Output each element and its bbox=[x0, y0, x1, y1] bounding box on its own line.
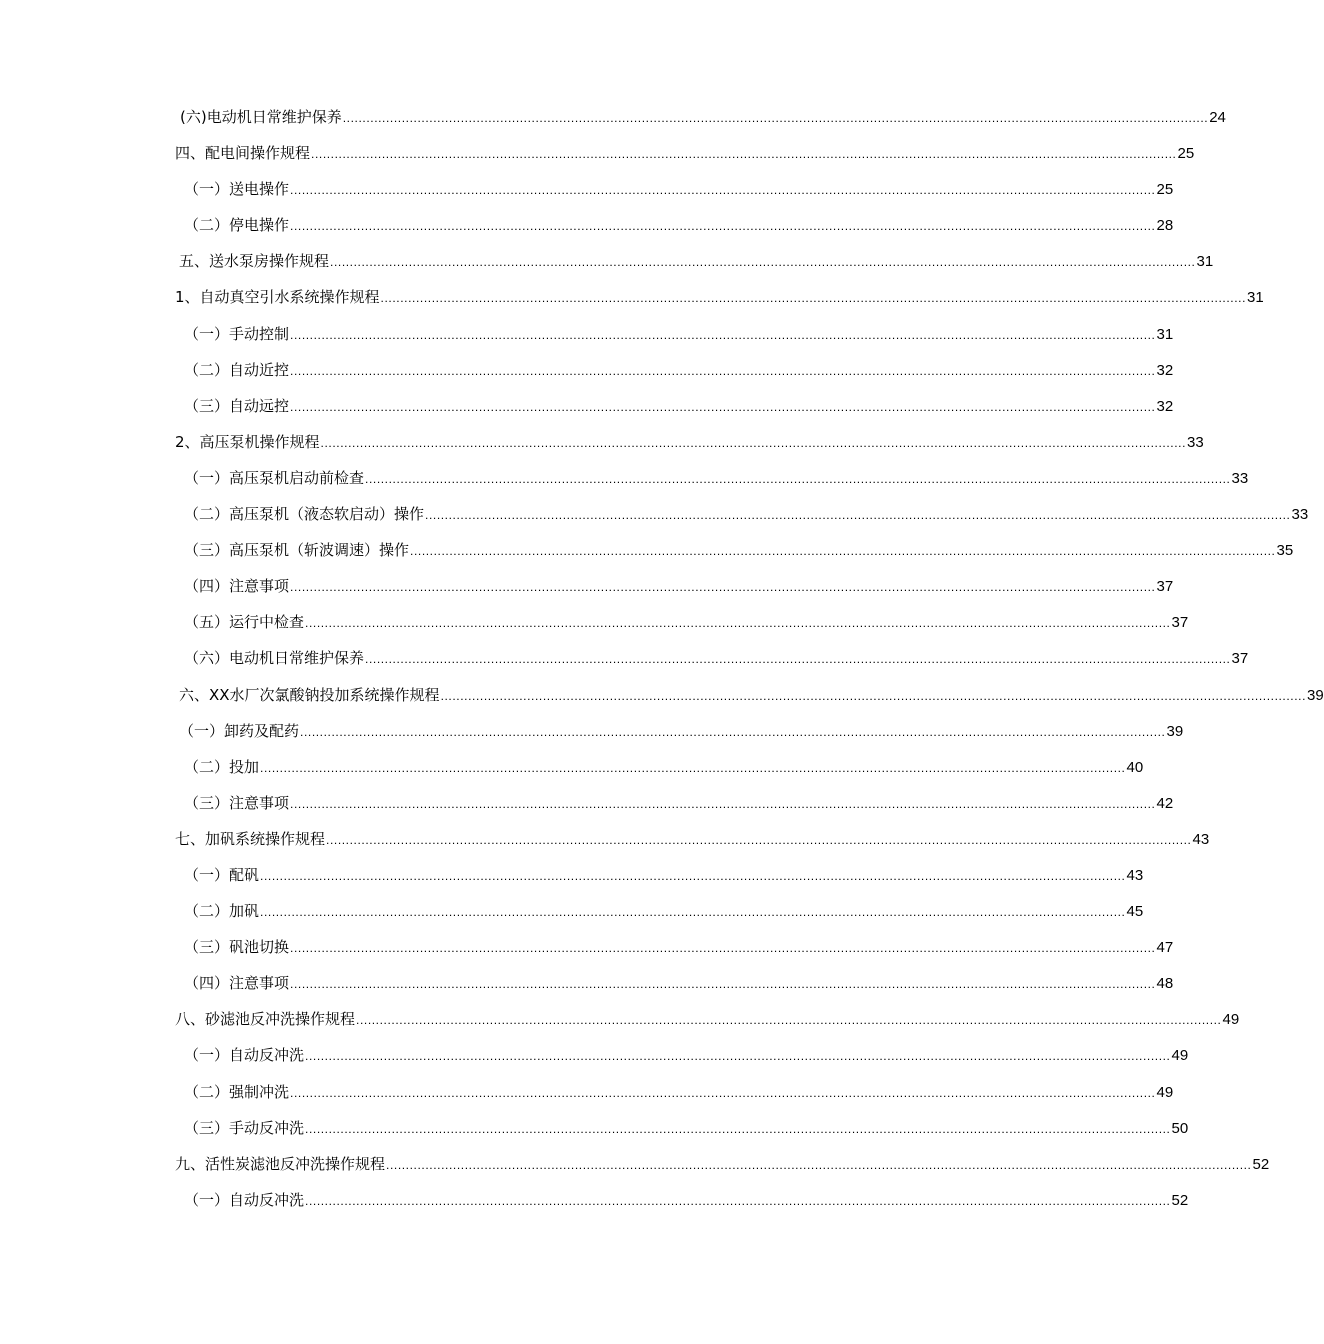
toc-entry-line bbox=[184, 532, 1294, 569]
toc-dot-leader: ............................................................................................................................................................................................................................ bbox=[425, 508, 1291, 523]
toc-entry-title: （四）注意事项 bbox=[184, 974, 290, 993]
toc-entry[interactable] bbox=[0, 1074, 1174, 1110]
toc-dot-leader: ............................................................................................................................................................................................................................ bbox=[260, 868, 1126, 883]
toc-entry-title: 八、砂滤池反冲洗操作规程 bbox=[175, 1010, 356, 1029]
toc-dot-leader: ............................................................................................................................................................................................................................ bbox=[290, 1085, 1156, 1100]
toc-entry-line bbox=[175, 135, 1195, 172]
toc-dot-leader: ............................................................................................................................................................................................................................ bbox=[342, 111, 1209, 125]
toc-entry-title: （三）自动远控 bbox=[184, 396, 290, 415]
toc-page-number: 39 bbox=[1307, 686, 1324, 704]
toc-entry[interactable] bbox=[0, 1001, 1240, 1037]
toc-dot-leader: ............................................................................................................................................................................................................................ bbox=[440, 688, 1307, 703]
toc-page-number: 37 bbox=[1171, 614, 1189, 632]
toc-page-number: 49 bbox=[1156, 1083, 1174, 1101]
toc-entry-title: (六)电动机日常维护保养 bbox=[180, 108, 342, 126]
toc-entry[interactable] bbox=[0, 677, 1324, 713]
toc-dot-leader: ............................................................................................................................................................................................................................ bbox=[290, 977, 1156, 992]
toc-entry-line bbox=[184, 604, 1189, 641]
toc-entry[interactable] bbox=[0, 1037, 1189, 1073]
toc-entry-title: 七、加矾系统操作规程 bbox=[175, 829, 326, 848]
toc-entry-title: （二）强制冲洗 bbox=[184, 1082, 290, 1101]
toc-entry[interactable] bbox=[0, 135, 1195, 171]
toc-entry-line bbox=[179, 677, 1324, 714]
toc-page-number: 28 bbox=[1156, 217, 1174, 235]
toc-entry[interactable] bbox=[0, 1146, 1270, 1182]
toc-entry[interactable] bbox=[0, 388, 1174, 424]
toc-dot-leader: ............................................................................................................................................................................................................................ bbox=[356, 1013, 1222, 1028]
toc-entry[interactable] bbox=[0, 99, 1226, 135]
toc-entry-line bbox=[184, 749, 1144, 786]
toc-page-number: 49 bbox=[1171, 1047, 1189, 1065]
toc-page-number: 33 bbox=[1291, 506, 1309, 524]
toc-entry[interactable] bbox=[0, 640, 1249, 676]
toc-entry-title: 1、自动真空引水系统操作规程 bbox=[175, 288, 380, 307]
toc-entry-line bbox=[175, 1146, 1270, 1183]
toc-page-number: 35 bbox=[1276, 542, 1294, 560]
toc-dot-leader: ............................................................................................................................................................................................................................ bbox=[326, 832, 1192, 847]
toc-entry-title: （三）矾池切换 bbox=[184, 938, 290, 957]
toc-page-number: 39 bbox=[1166, 722, 1184, 740]
toc-dot-leader: ............................................................................................................................................................................................................................ bbox=[290, 399, 1156, 414]
toc-page-number: 43 bbox=[1192, 830, 1210, 848]
toc-entry[interactable] bbox=[0, 316, 1174, 352]
toc-dot-leader: ............................................................................................................................................................................................................................ bbox=[311, 147, 1177, 162]
toc-entry-title: （五）运行中检查 bbox=[184, 613, 305, 632]
toc-page-number: 37 bbox=[1231, 650, 1249, 668]
toc-entry-title: （一）送电操作 bbox=[184, 180, 290, 199]
toc-dot-leader: ............................................................................................................................................................................................................................ bbox=[410, 544, 1276, 559]
toc-entry-title: （二）停电操作 bbox=[184, 216, 290, 235]
toc-page-number: 32 bbox=[1156, 397, 1174, 415]
toc-page-number: 33 bbox=[1231, 469, 1249, 487]
toc-entry[interactable] bbox=[0, 243, 1214, 279]
toc-entry-line bbox=[184, 352, 1174, 389]
toc-page-number: 50 bbox=[1171, 1119, 1189, 1137]
toc-entry-title: （二）自动近控 bbox=[184, 360, 290, 379]
table-of-contents bbox=[0, 99, 1324, 1218]
toc-entry-line bbox=[184, 1110, 1189, 1147]
toc-dot-leader: ............................................................................................................................................................................................................................ bbox=[260, 760, 1126, 775]
toc-page-number: 49 bbox=[1222, 1011, 1240, 1029]
toc-entry[interactable] bbox=[0, 532, 1294, 568]
toc-page-number: 48 bbox=[1156, 975, 1174, 993]
toc-page-number: 31 bbox=[1196, 253, 1214, 271]
toc-page-number: 37 bbox=[1156, 578, 1174, 596]
toc-dot-leader: ............................................................................................................................................................................................................................ bbox=[320, 435, 1187, 450]
toc-entry-line bbox=[184, 568, 1174, 605]
toc-entry[interactable] bbox=[0, 965, 1174, 1001]
toc-entry-line bbox=[175, 1001, 1240, 1038]
toc-entry[interactable] bbox=[0, 1110, 1189, 1146]
toc-dot-leader: ............................................................................................................................................................................................................................ bbox=[305, 1121, 1171, 1136]
toc-entry-title: 2、高压泵机操作规程 bbox=[175, 432, 320, 451]
toc-entry-line bbox=[184, 965, 1174, 1002]
toc-page-number: 52 bbox=[1252, 1155, 1270, 1173]
toc-entry-line bbox=[184, 640, 1249, 677]
toc-entry-title: 九、活性炭滤池反冲洗操作规程 bbox=[175, 1154, 386, 1173]
toc-entry-title: （一）自动反冲洗 bbox=[184, 1190, 305, 1209]
toc-dot-leader: ............................................................................................................................................................................................................................ bbox=[300, 724, 1166, 739]
toc-entry[interactable] bbox=[0, 279, 1264, 315]
toc-dot-leader: ............................................................................................................................................................................................................................ bbox=[305, 1049, 1171, 1064]
toc-entry-line bbox=[184, 1037, 1189, 1074]
toc-entry-title: （一）高压泵机启动前检查 bbox=[184, 468, 365, 487]
toc-entry-line bbox=[184, 785, 1174, 822]
toc-entry[interactable] bbox=[0, 929, 1174, 965]
toc-dot-leader: ............................................................................................................................................................................................................................ bbox=[330, 255, 1196, 270]
toc-entry-line bbox=[179, 713, 1184, 750]
toc-entry-line bbox=[184, 460, 1249, 497]
toc-dot-leader: ............................................................................................................................................................................................................................ bbox=[290, 183, 1156, 198]
toc-entry-title: （四）注意事项 bbox=[184, 577, 290, 596]
toc-entry-line bbox=[184, 857, 1144, 894]
toc-dot-leader: ............................................................................................................................................................................................................................ bbox=[365, 652, 1231, 667]
toc-entry[interactable] bbox=[0, 604, 1189, 640]
toc-dot-leader: ............................................................................................................................................................................................................................ bbox=[290, 941, 1156, 956]
toc-dot-leader: ............................................................................................................................................................................................................................ bbox=[365, 471, 1231, 486]
toc-page-number: 25 bbox=[1156, 181, 1174, 199]
toc-page-number: 32 bbox=[1156, 361, 1174, 379]
toc-page-number: 25 bbox=[1177, 145, 1195, 163]
toc-entry-line bbox=[184, 496, 1309, 533]
toc-entry-title: （三）注意事项 bbox=[184, 793, 290, 812]
toc-entry-title: （一）手动控制 bbox=[184, 324, 290, 343]
toc-entry[interactable] bbox=[0, 893, 1144, 929]
toc-page-number: 52 bbox=[1171, 1191, 1189, 1209]
toc-entry-title: （三）高压泵机（斩波调速）操作 bbox=[184, 541, 410, 560]
toc-dot-leader: ............................................................................................................................................................................................................................ bbox=[386, 1157, 1252, 1172]
toc-page-number: 47 bbox=[1156, 939, 1174, 957]
toc-entry-line bbox=[179, 243, 1214, 280]
toc-entry-title: （二）高压泵机（液态软启动）操作 bbox=[184, 505, 425, 524]
toc-entry-title: （二）加矾 bbox=[184, 902, 260, 921]
toc-entry-title: （一）卸药及配药 bbox=[179, 721, 300, 740]
toc-entry[interactable] bbox=[0, 568, 1174, 604]
toc-entry-title: 六、XX水厂次氯酸钠投加系统操作规程 bbox=[179, 685, 440, 704]
toc-entry-line bbox=[184, 388, 1174, 425]
toc-entry[interactable] bbox=[0, 857, 1144, 893]
toc-entry-line bbox=[184, 1074, 1174, 1111]
toc-entry[interactable] bbox=[0, 352, 1174, 388]
toc-dot-leader: ............................................................................................................................................................................................................................ bbox=[305, 1193, 1171, 1208]
toc-page-number: 33 bbox=[1187, 433, 1204, 451]
toc-dot-leader: ............................................................................................................................................................................................................................ bbox=[305, 616, 1171, 631]
toc-page-number: 40 bbox=[1126, 758, 1144, 776]
toc-entry-line bbox=[175, 424, 1204, 461]
toc-entry-line bbox=[184, 1182, 1189, 1219]
toc-page-number: 42 bbox=[1156, 794, 1174, 812]
toc-dot-leader: ............................................................................................................................................................................................................................ bbox=[290, 219, 1156, 234]
toc-page-number: 45 bbox=[1126, 903, 1144, 921]
toc-entry-line bbox=[184, 171, 1174, 208]
toc-dot-leader: ............................................................................................................................................................................................................................ bbox=[290, 796, 1156, 811]
toc-entry[interactable] bbox=[0, 171, 1174, 207]
toc-entry-line bbox=[184, 929, 1174, 966]
toc-entry[interactable] bbox=[0, 785, 1174, 821]
toc-entry[interactable] bbox=[0, 749, 1144, 785]
toc-entry[interactable] bbox=[0, 713, 1184, 749]
toc-entry-line bbox=[184, 207, 1174, 244]
toc-entry-line bbox=[175, 821, 1210, 858]
toc-page-number: 31 bbox=[1247, 289, 1264, 307]
toc-entry-title: （二）投加 bbox=[184, 757, 260, 776]
toc-entry-line bbox=[184, 893, 1144, 930]
toc-entry-title: （一）自动反冲洗 bbox=[184, 1046, 305, 1065]
toc-dot-leader: ............................................................................................................................................................................................................................ bbox=[290, 580, 1156, 595]
toc-page-number: 43 bbox=[1126, 866, 1144, 884]
toc-entry-title: （三）手动反冲洗 bbox=[184, 1118, 305, 1137]
toc-dot-leader: ............................................................................................................................................................................................................................ bbox=[260, 905, 1126, 920]
toc-entry-line bbox=[180, 99, 1226, 136]
toc-entry[interactable] bbox=[0, 496, 1309, 532]
toc-dot-leader: ............................................................................................................................................................................................................................ bbox=[380, 291, 1247, 306]
toc-entry-title: （一）配矾 bbox=[184, 865, 260, 884]
toc-entry-title: （六）电动机日常维护保养 bbox=[184, 649, 365, 668]
toc-entry[interactable] bbox=[0, 424, 1204, 460]
toc-entry-title: 五、送水泵房操作规程 bbox=[179, 252, 330, 271]
toc-dot-leader: ............................................................................................................................................................................................................................ bbox=[290, 327, 1156, 342]
toc-entry-title: 四、配电间操作规程 bbox=[175, 144, 311, 163]
toc-entry-line bbox=[175, 279, 1264, 316]
toc-entry[interactable] bbox=[0, 460, 1249, 496]
toc-page-number: 24 bbox=[1209, 109, 1226, 126]
toc-page-number: 31 bbox=[1156, 325, 1174, 343]
toc-entry[interactable] bbox=[0, 1182, 1189, 1218]
toc-entry-line bbox=[184, 316, 1174, 353]
toc-dot-leader: ............................................................................................................................................................................................................................ bbox=[290, 363, 1156, 378]
toc-entry[interactable] bbox=[0, 207, 1174, 243]
toc-entry[interactable] bbox=[0, 821, 1210, 857]
